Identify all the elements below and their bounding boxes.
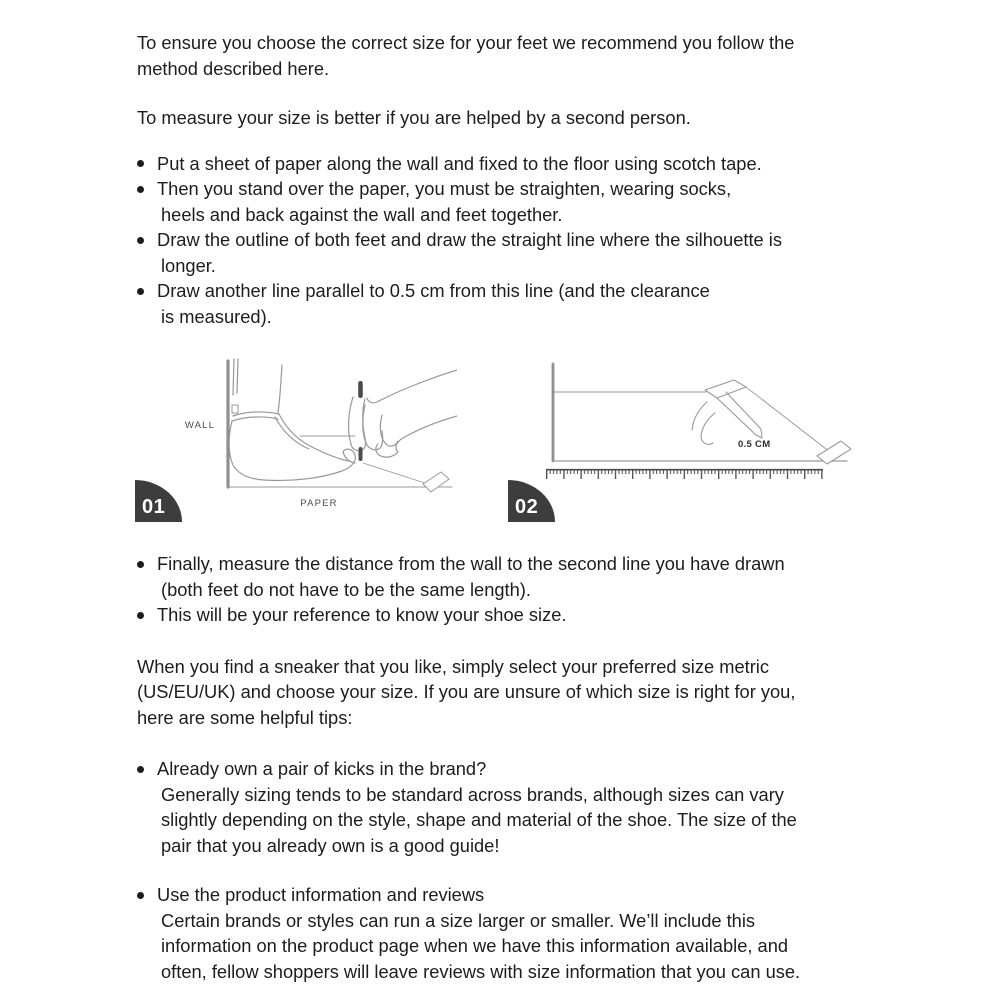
list-item — [137, 756, 888, 858]
list-item-text: Certain brands or styles can run a size larger or smaller. We’ll include this — [161, 909, 756, 931]
list-item — [137, 227, 888, 278]
figure-2-ruler-measurement-illustration — [510, 357, 880, 522]
paragraph-line: method described here. — [137, 57, 330, 79]
list-item-text: This will be your reference to know your shoe size. — [157, 604, 567, 625]
pencil-icon — [358, 381, 363, 398]
tape-piece — [423, 472, 449, 492]
paragraph-line: To measure your size is better if you are helped by a second person. — [137, 107, 691, 128]
list-item-text: Use the product information and reviews — [157, 884, 485, 905]
list-item — [137, 176, 888, 227]
figure-number: 01 — [142, 496, 166, 518]
list-item — [137, 882, 888, 984]
list-item-text: longer. — [161, 254, 216, 276]
bullet-icon — [137, 186, 144, 193]
pencil-icon — [717, 392, 762, 438]
tips-list — [137, 756, 888, 984]
list-item-text: often, fellow shoppers will leave reviews with size information that you can use. — [161, 960, 801, 982]
ruler — [546, 470, 823, 481]
figures-row — [137, 357, 888, 522]
list-item — [137, 278, 888, 329]
figure-number: 02 — [515, 496, 539, 518]
list-item-text: heels and back against the wall and feet together. — [161, 203, 563, 225]
result-steps-list — [137, 551, 888, 628]
list-item-text: Already own a pair of kicks in the brand? — [157, 758, 487, 779]
bullet-icon — [137, 892, 144, 899]
list-item — [137, 602, 888, 628]
paragraph-line: (US/EU/UK) and choose your size. If you are unsure of which size is right for you, — [137, 681, 796, 702]
bullet-icon — [137, 160, 144, 167]
clearance-label: 0.5 CM — [738, 439, 771, 450]
foot-outline — [229, 421, 355, 481]
list-item — [137, 551, 888, 602]
list-item-text: slightly depending on the style, shape and material of the shoe. The size of the — [161, 809, 797, 830]
list-item-text: pair that you already own is a good guide! — [161, 834, 500, 856]
bullet-icon — [137, 288, 144, 295]
intro-paragraph-1 — [137, 30, 888, 81]
list-item — [137, 151, 888, 177]
list-item-text: information on the product page when we have this information available, and — [161, 935, 789, 956]
measure-steps-list — [137, 151, 888, 330]
list-item-text: is measured). — [161, 305, 272, 327]
bullet-icon — [137, 561, 144, 568]
list-item-text: Generally sizing tends to be standard across brands, although sizes can vary — [161, 783, 784, 805]
wall-label: WALL — [184, 420, 216, 431]
bullet-icon — [137, 237, 144, 244]
paragraph-line: To ensure you choose the correct size for your feet we recommend you follow the — [137, 32, 795, 53]
bullet-icon — [137, 612, 144, 619]
pencil-tip — [359, 447, 363, 461]
hand-outline — [705, 380, 746, 398]
list-item-text: (both feet do not have to be the same length). — [161, 578, 531, 600]
sizing-intro-paragraph — [137, 654, 888, 731]
list-item-text: Put a sheet of paper along the wall and fixed to the floor using scotch tape. — [157, 152, 762, 174]
list-item-text: Finally, measure the distance from the wall to the second line you have drawn — [157, 553, 785, 574]
paragraph-line: here are some helpful tips: — [137, 706, 353, 728]
bullet-icon — [137, 766, 144, 773]
paper-label: PAPER — [300, 498, 338, 509]
paragraph-line: When you find a sneaker that you like, simply select your preferred size metric — [137, 655, 769, 677]
list-item-text: Draw another line parallel to 0.5 cm from this line (and the clearance — [157, 280, 710, 301]
figure-1-foot-tracing-illustration — [137, 357, 457, 522]
list-item-text: Then you stand over the paper, you must be straighten, wearing socks, — [157, 178, 732, 199]
list-item-text: Draw the outline of both feet and draw the straight line where the silhouette is — [157, 229, 782, 250]
intro-paragraph-2 — [137, 105, 888, 131]
